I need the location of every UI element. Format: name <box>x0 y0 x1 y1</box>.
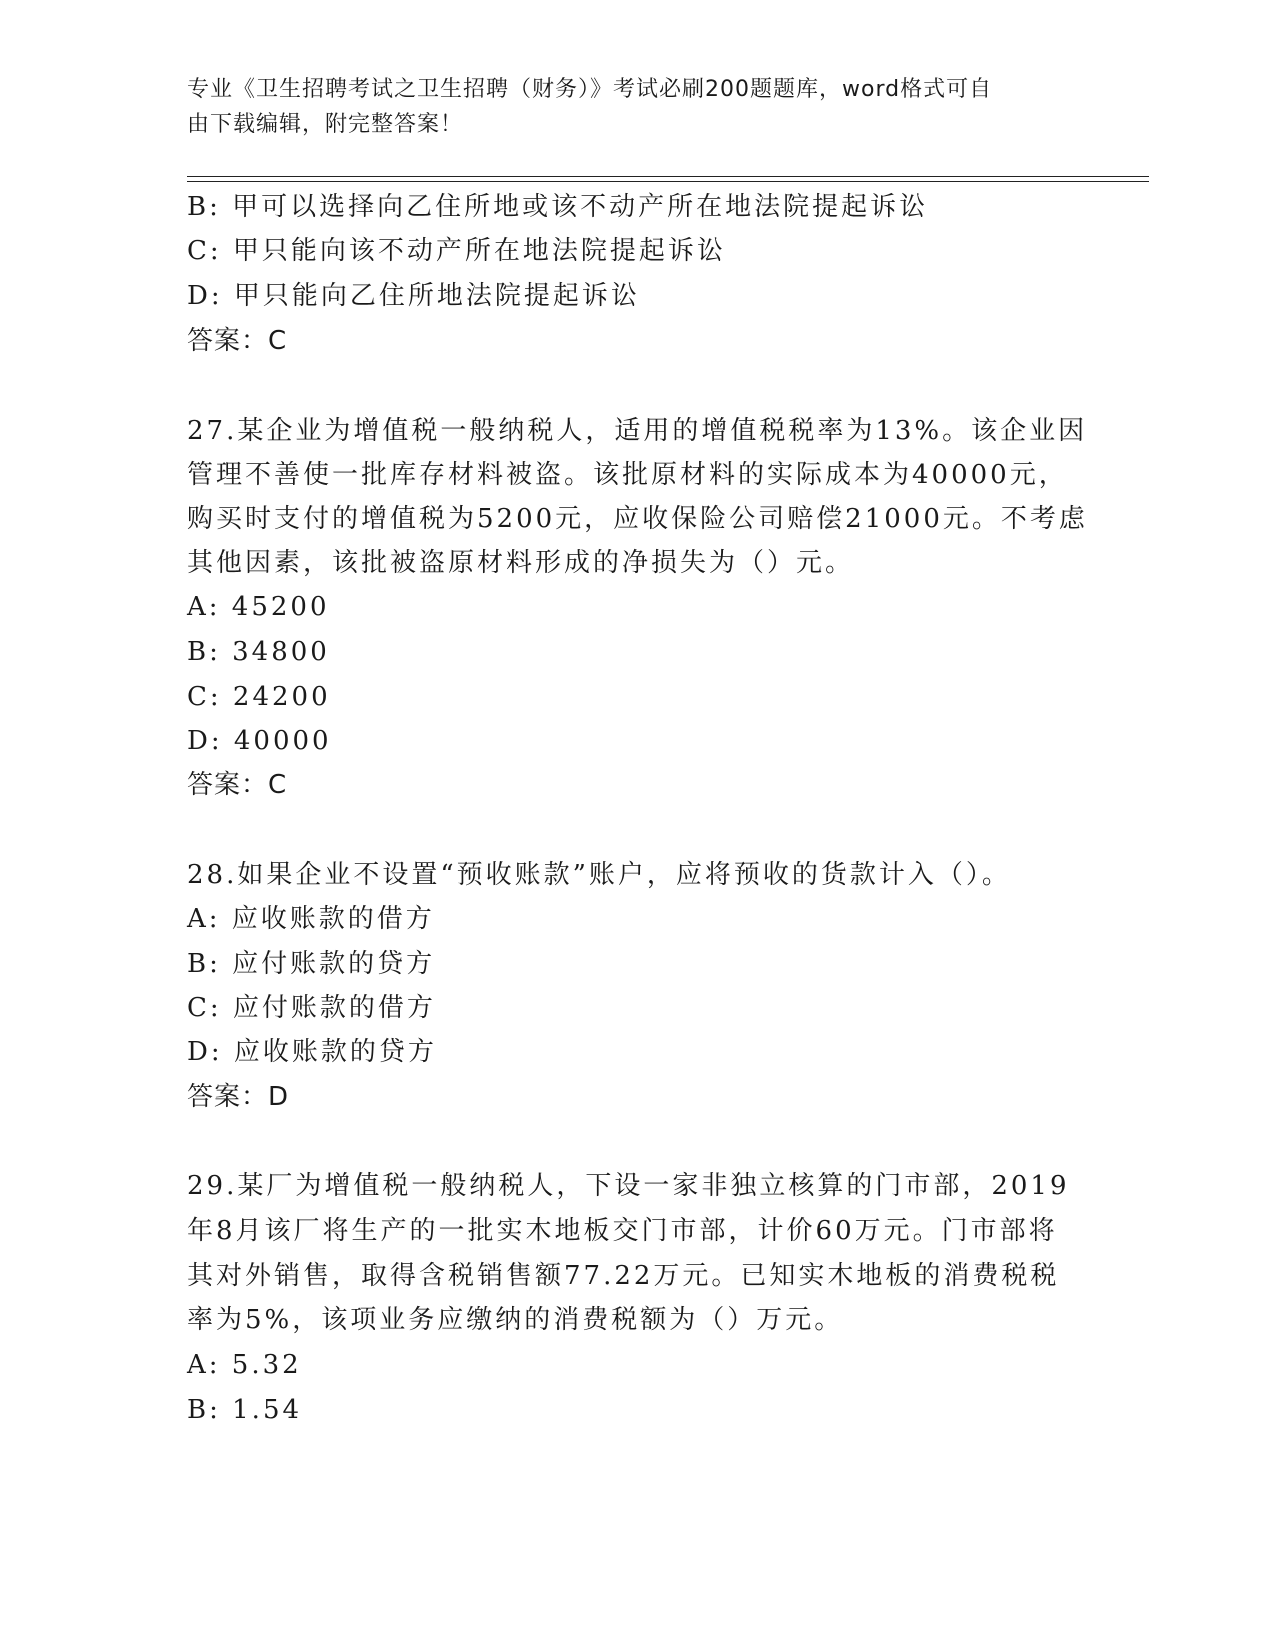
q29-stem-line-1: 29.某厂为增值税一般纳税人，下设一家非独立核算的门市部，2019 <box>187 1171 1070 1201</box>
q27-stem-line-1: 27.某企业为增值税一般纳税人，适用的增值税税率为13%。该企业因 <box>187 416 1088 446</box>
q28-option-a: A: 应收账款的借方 <box>187 904 435 934</box>
q26-option-b: B: 甲可以选择向乙住所地或该不动产所在地法院提起诉讼 <box>187 192 929 222</box>
q27-stem-line-3: 购买时支付的增值税为5200元，应收保险公司赔偿21000元。不考虑 <box>187 504 1088 534</box>
q29-stem-line-2: 年8月该厂将生产的一批实木地板交门市部，计价60万元。门市部将 <box>187 1216 1058 1246</box>
q29-stem-line-4: 率为5%，该项业务应缴纳的消费税额为（）万元。 <box>187 1305 844 1335</box>
q29-option-a: A: 5.32 <box>187 1350 302 1380</box>
q28-stem-line-1: 28.如果企业不设置“预收账款”账户，应将预收的货款计入（）。 <box>187 860 1011 890</box>
q27-stem-line-4: 其他因素，该批被盗原材料形成的净损失为（）元。 <box>187 548 855 578</box>
q26-answer: 答案：C <box>187 326 288 356</box>
q27-option-d: D: 40000 <box>187 726 332 756</box>
q29-stem-line-3: 其对外销售，取得含税销售额77.22万元。已知实木地板的消费税税 <box>187 1261 1060 1291</box>
q28-answer: 答案：D <box>187 1082 290 1112</box>
q28-option-b: B: 应付账款的贷方 <box>187 949 436 979</box>
page-header <box>187 72 1087 142</box>
header-line-2: 由下载编辑，附完整答案！ <box>187 112 464 137</box>
q29-option-b: B: 1.54 <box>187 1395 303 1425</box>
header-divider-top <box>187 176 1149 177</box>
q27-option-a: A: 45200 <box>187 592 330 622</box>
header-divider-bottom <box>187 181 1149 182</box>
q27-answer: 答案：C <box>187 770 288 800</box>
q27-stem-line-2: 管理不善使一批库存材料被盗。该批原材料的实际成本为40000元， <box>187 460 1068 490</box>
q27-option-c: C: 24200 <box>187 682 331 712</box>
q26-option-d: D: 甲只能向乙住所地法院提起诉讼 <box>187 281 640 311</box>
header-line-1: 专业《卫生招聘考试之卫生招聘（财务）》考试必刷200题题库，word格式可自 <box>187 77 993 102</box>
q26-option-c: C: 甲只能向该不动产所在地法院提起诉讼 <box>187 236 726 266</box>
q28-option-c: C: 应付账款的借方 <box>187 993 436 1023</box>
q28-option-d: D: 应收账款的贷方 <box>187 1037 437 1067</box>
q27-option-b: B: 34800 <box>187 637 330 667</box>
